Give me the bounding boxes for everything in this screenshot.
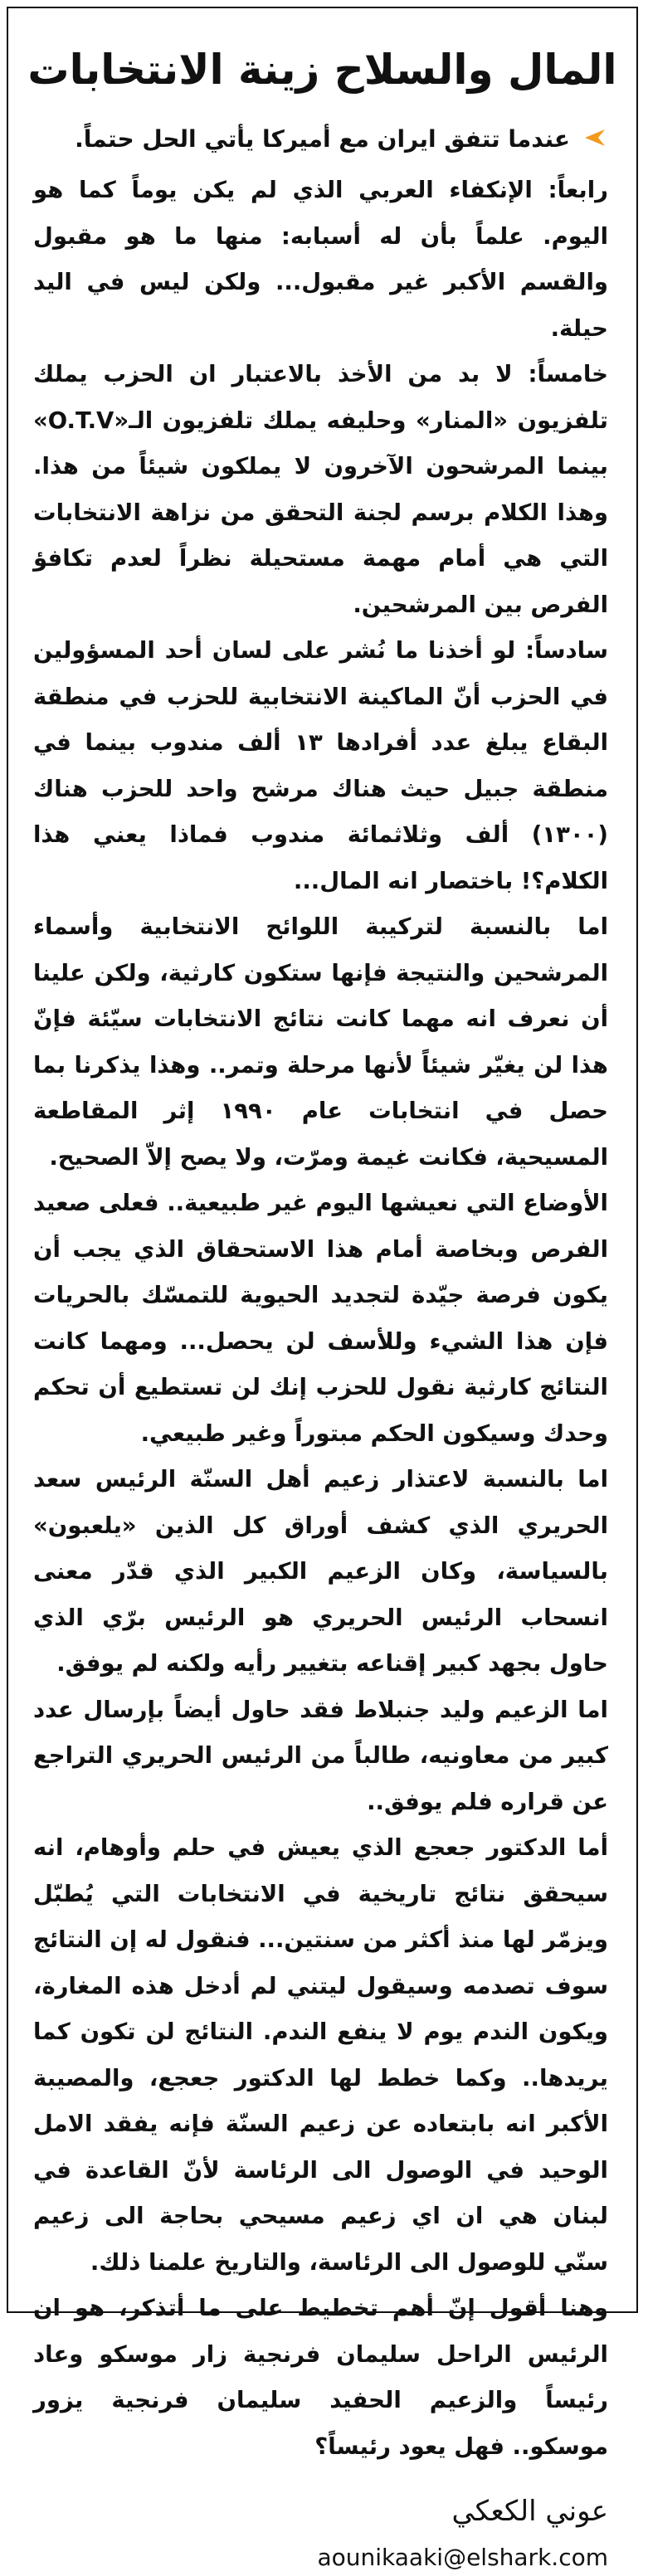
article-headline: المال والسلاح زينة الانتخابات (27, 46, 617, 94)
paragraph: وهنا أقول إنّ أهم تخطيط على ما أتذكر، هو ان الرئيس الراحل سليمان فرنجية زار موسكو وعاد رئيساً والزعيم الحفيد سليمان فرنجية يزور موسكو.. فهل يعود رئيساً؟ (33, 2295, 608, 2460)
paragraph: اما الزعيم وليد جنبلاط فقد حاول أيضاً بإرسال عدد كبير من معاونيه، طالباً من الرئيس الحريري التراجع عن قراره فلم يوفق.. (33, 1696, 608, 1815)
paragraph: اما بالنسبة لتركيبة اللوائح الانتخابية وأسماء المرشحين والنتيجة فإنها ستكون كارثية، ولكن علينا أن نعرف انه مهما كانت نتائج الانتخابات سيّئة فإنّ هذا لن يغيّر شيئاً لأنها مرحلة وتمر.. وهذا يذكرنا بما حصل في انتخابات عام ١٩٩٠ إثر المقاطعة المسيحية، فكانت غيمة ومرّت، ولا يصح إلاّ الصحيح. (33, 913, 609, 1171)
paragraph: خامساً: لا بد من الأخذ بالاعتبار ان الحزب يملك تلفزيون «المنار» وحليفه يملك تلفزيون الـ«O.T.V» بينما المرشحون الآخرون لا يملكون شيئاً من هذا. وهذا الكلام برسم لجنة التحقق من نزاهة الانتخابات التي هي أمام مهمة مستحيلة نظراً لعدم تكافؤ الفرص بين المرشحين. (33, 361, 608, 618)
lead-row (8, 116, 636, 163)
author-email[interactable]: aounikaaki@elshark.com (317, 2544, 608, 2571)
paragraph: رابعاً: الإنكفاء العربي الذي لم يكن يوماً كما هو اليوم. علماً بأن له أسبابه: منها ما هو مقبول والقسم الأكبر غير مقبول... ولكن ليس في اليد حيلة. (33, 177, 608, 342)
article-lead: عندما تتفق ايران مع أميركا يأتي الحل حتماً. (75, 125, 570, 153)
paragraph: سادساً: لو أخذنا ما نُشر على لسان أحد المسؤولين في الحزب أنّ الماكينة الانتخابية للحزب في منطقة البقاع يبلغ عدد أفرادها ١٣ ألف مندوب بينما في منطقة جبيل حيث هناك مرشح واحد للحزب هناك (١٣٠٠) ألف وثلاثمائة مندوب فماذا يعني هذا الكلام؟! باختصار انه المال... (33, 637, 609, 894)
paragraph: اما بالنسبة لاعتذار زعيم أهل السنّة الرئيس سعد الحريري الذي كشف أوراق كل الذين «يلعبون» بالسياسة، وكان الزعيم الكبير الذي قدّر معنى انسحاب الرئيس الحريري هو الرئيس برّي الذي حاول بجهد كبير إقناعه بتغيير رأيه ولكنه لم يوفق. (33, 1466, 608, 1677)
orange-arrow-icon (580, 128, 608, 152)
article-frame (7, 7, 638, 2571)
article-body (8, 168, 636, 2470)
author-name: عوني الكعكي (451, 2495, 608, 2528)
paragraph: الأوضاع التي نعيشها اليوم غير طبيعية.. فعلى صعيد الفرص وبخاصة أمام هذا الاستحقاق الذي يجب أن يكون فرصة جيّدة لتجديد الحيوية للتمسّك بالحريات فإن هذا الشيء وللأسف لن يحصل... ومهما كانت النتائج كارثية نقول للحزب إنك لن تستطيع أن تحكم وحدك وسيكون الحكم مبتوراً وغير طبيعي. (33, 1190, 608, 1447)
paragraph: أما الدكتور جعجع الذي يعيش في حلم وأوهام، انه سيحقق نتائج تاريخية في الانتخابات التي يُطبّل ويزمّر لها منذ أكثر من سنتين... فنقول له إن النتائج سوف تصدمه وسيقول ليتني لم أدخل هذه المغارة، ويكون الندم يوم لا ينفع الندم. النتائج لن تكون كما يريدها.. وكما خطط لها الدكتور جعجع، والمصيبة الأكبر انه بابتعاده عن زعيم السنّة فإنه يفقد الامل الوحيد في الوصول الى الرئاسة لأنّ القاعدة في لبنان هي ان اي زعيم مسيحي بحاجة الى زعيم سنّي للوصول الى الرئاسة، والتاريخ علمنا ذلك. (33, 1834, 608, 2276)
